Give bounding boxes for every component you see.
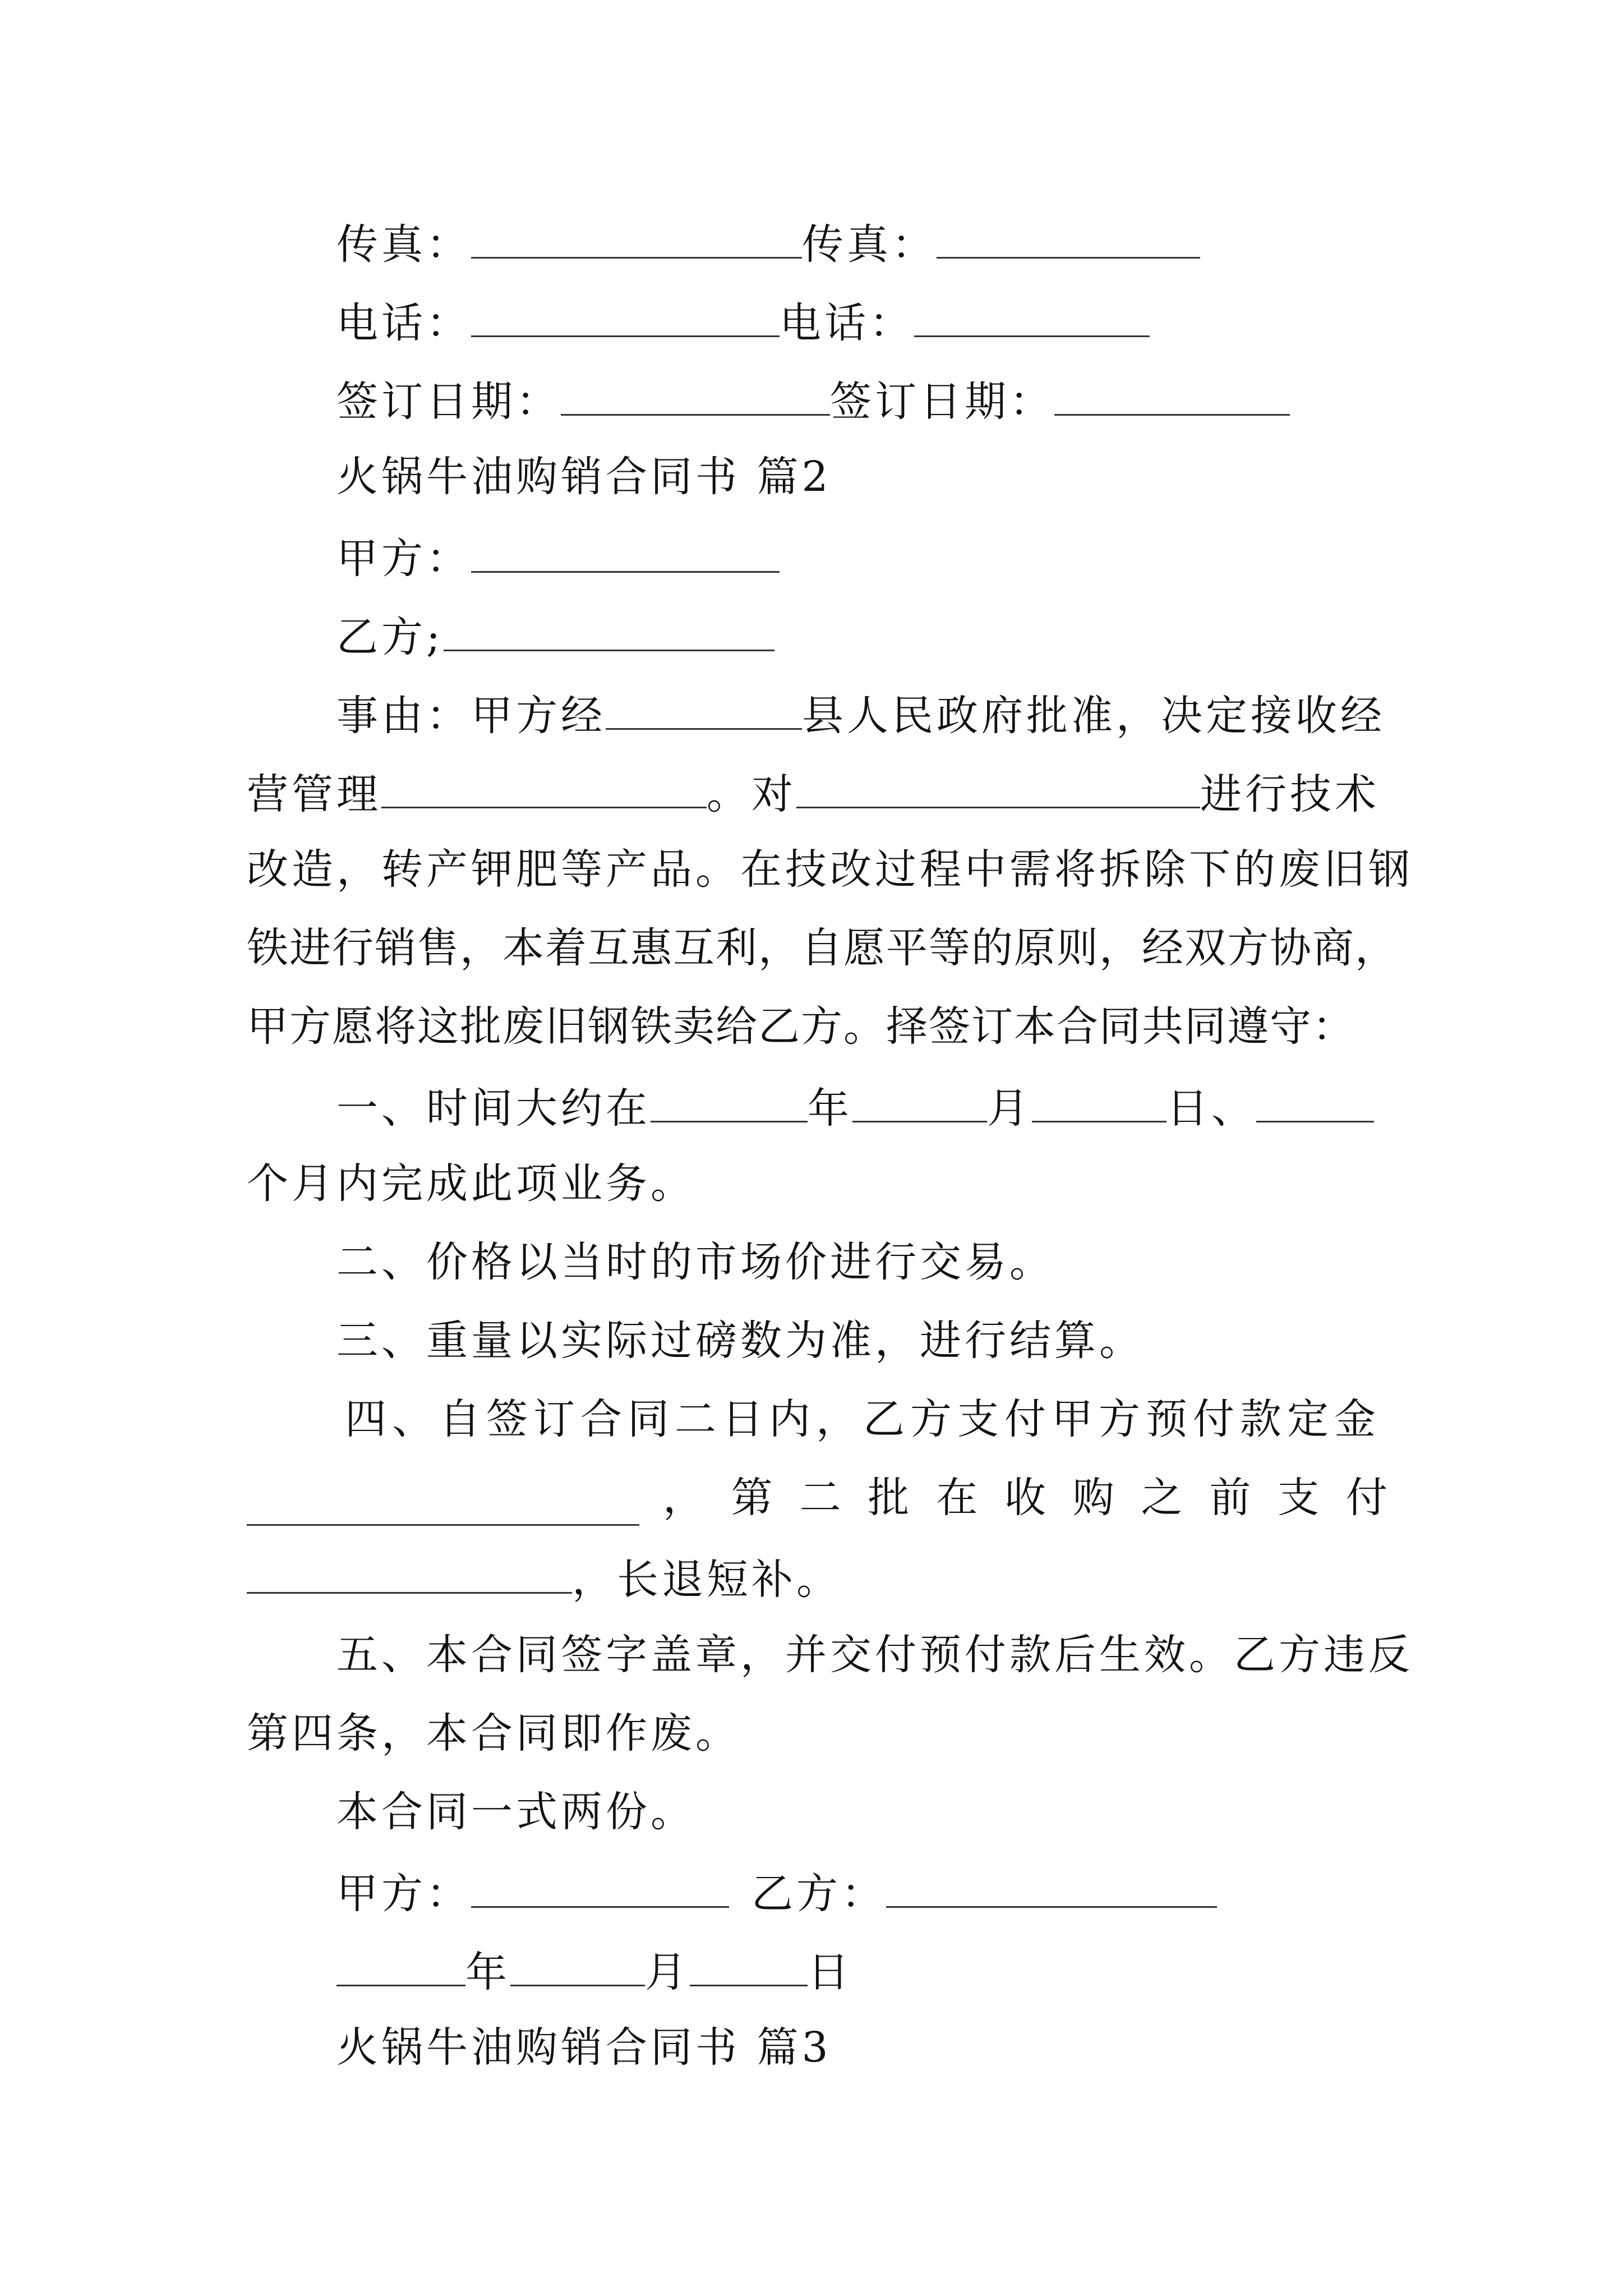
target-blank — [796, 763, 1200, 808]
clause-text: 付 — [1345, 1474, 1391, 1522]
party-a-line — [336, 527, 1391, 583]
reason-text: 。对 — [707, 770, 796, 818]
clause-4-line-1 — [345, 1391, 1399, 1447]
clause-text: 批 — [868, 1474, 913, 1522]
second-payment-blank — [247, 1548, 572, 1594]
clause-text: 之 — [1141, 1474, 1186, 1522]
signature-date-line — [336, 1941, 1391, 1997]
heading-text: 火锅牛油购销合同书 篇2 — [336, 453, 832, 501]
clause-3 — [336, 1313, 1391, 1369]
sign-date-blank-a — [561, 370, 830, 416]
phone-label-a: 电话： — [336, 299, 471, 347]
date-text: 年 — [465, 1948, 510, 1996]
clause-2 — [336, 1234, 1391, 1290]
party-b-line — [336, 606, 1391, 662]
clause-text: 一、时间大约在 — [336, 1084, 651, 1133]
phone-blank-a — [471, 292, 780, 337]
reason-text: 甲方愿将这批废旧钢铁卖给乙方。择签订本合同共同遵守： — [247, 1002, 1355, 1051]
date-text: 日 — [808, 1948, 852, 1996]
fax-line — [336, 213, 1391, 269]
clause-text: 二、价格以当时的市场价进行交易。 — [336, 1238, 1054, 1286]
section-heading-3 — [336, 2019, 1391, 2076]
clause-text: 收 — [1004, 1474, 1049, 1522]
clause-5-line-1 — [336, 1627, 1413, 1683]
sign-day-blank — [690, 1941, 808, 1986]
deposit-blank — [247, 1480, 639, 1526]
reason-line-2 — [247, 763, 1391, 819]
fax-label-a: 传真： — [336, 220, 471, 269]
phone-blank-b — [914, 292, 1150, 337]
reason-text: 进行技术 — [1200, 770, 1380, 818]
reason-line-1 — [336, 684, 1391, 740]
clause-text: 第 — [731, 1474, 776, 1522]
clause-4-line-2 — [247, 1470, 1391, 1526]
clause-text: 三、重量以实际过磅数为准，进行结算。 — [336, 1317, 1144, 1365]
reason-text: 县人民政府批准，决定接收经 — [802, 692, 1385, 740]
clause-text: 第四条，本合同即作废。 — [247, 1709, 740, 1757]
clause-text: 四、自签订合同二日内，乙方支付甲方预付款定金 — [345, 1395, 1381, 1443]
clause-text: 支 — [1278, 1474, 1323, 1522]
sign-date-line — [336, 370, 1391, 426]
clause-text: 年 — [808, 1084, 852, 1133]
clause-text: 二 — [799, 1474, 845, 1522]
reason-text: 事由：甲方经 — [336, 692, 606, 740]
clause-1-line-1 — [336, 1077, 1391, 1133]
clause-text: 日、 — [1166, 1084, 1256, 1133]
months-blank — [1256, 1077, 1374, 1122]
clause-5-line-2 — [247, 1705, 1391, 1761]
sign-date-label-a: 签订日期： — [336, 378, 561, 426]
reason-line-4 — [247, 920, 1398, 976]
reason-text: 铁进行销售，本着互惠互利，自愿平等的原则，经双方协商， — [247, 924, 1398, 972]
reason-text: 改造，转产钾肥等产品。在技改过程中需将拆除下的废旧钢 — [247, 845, 1413, 894]
sign-year-blank — [336, 1941, 465, 1986]
county-blank — [606, 684, 802, 730]
fax-label-b: 传真： — [802, 220, 937, 269]
reason-text: 营管理 — [247, 770, 381, 818]
clause-text: 个月内完成此项业务。 — [247, 1159, 695, 1208]
copies-line — [336, 1784, 1391, 1840]
date-text: 月 — [645, 1948, 690, 1996]
party-a-label: 甲方： — [336, 535, 471, 583]
reason-line-3 — [247, 841, 1413, 898]
fax-blank-a — [471, 213, 802, 259]
sign-party-b-blank — [886, 1862, 1217, 1908]
fax-blank-b — [937, 213, 1200, 259]
signature-parties-line — [336, 1862, 1391, 1918]
clause-text: 五、本合同签字盖章，并交付预付款后生效。乙方违反 — [336, 1631, 1413, 1679]
phone-line — [336, 292, 1391, 348]
clause-text: 购 — [1072, 1474, 1118, 1522]
clause-4-line-3 — [247, 1548, 1391, 1604]
sign-date-blank-b — [1054, 370, 1290, 416]
phone-label-b: 电话： — [780, 299, 914, 347]
clause-text: 月 — [987, 1084, 1032, 1133]
sign-party-b-label: 乙方： — [751, 1870, 886, 1918]
copies-text: 本合同一式两份。 — [336, 1788, 695, 1836]
sign-party-a-label: 甲方： — [336, 1870, 471, 1918]
party-b-label: 乙方; — [336, 613, 444, 661]
day-blank — [1032, 1077, 1166, 1122]
year-blank — [651, 1077, 808, 1122]
managed-blank — [381, 763, 707, 808]
clause-text: 在 — [936, 1474, 981, 1522]
section-heading-2 — [336, 449, 1391, 505]
clause-text: ，长退短补。 — [572, 1556, 841, 1604]
clause-1-line-2 — [247, 1156, 1391, 1212]
sign-party-a-blank — [471, 1862, 729, 1908]
clause-text: ， — [662, 1474, 708, 1522]
party-b-blank — [444, 606, 774, 651]
reason-line-5 — [247, 999, 1391, 1055]
month-blank — [852, 1077, 987, 1122]
clause-text: 前 — [1209, 1474, 1255, 1522]
sign-date-label-b: 签订日期： — [830, 378, 1054, 426]
party-a-blank — [471, 527, 780, 573]
heading-text: 火锅牛油购销合同书 篇3 — [336, 2023, 832, 2072]
sign-month-blank — [510, 1941, 645, 1986]
